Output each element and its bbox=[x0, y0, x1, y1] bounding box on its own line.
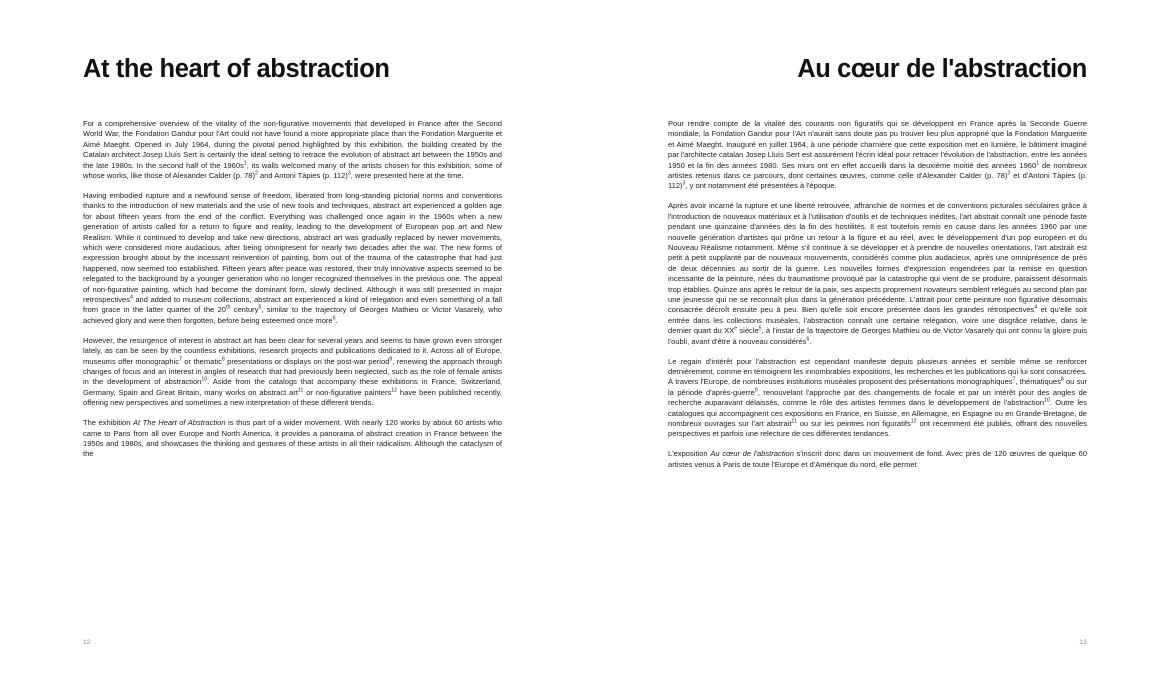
text-column-french bbox=[668, 119, 1087, 470]
paragraph: Après avoir incarné la rupture et une liberté retrouvée, affranchie de normes et de conventions picturales séculaires grâce à l'introduction de nouveaux matériaux et à l'utilisation d'outils et de techniques inédites, l'art abstrait connaît une période faste pendant une quinzaine d'années dès la fin des hostilités. Il est toutefois remis en cause dans les années 1960 par une nouvelle génération d'artistes qui prône un retour à la figure et au réel, avec le développement d'un pop européen et du Nouveau Réalisme notamment. Même s'il continue à se développer et à prendre de nouvelles orientations, l'art abstrait est petit à petit supplanté par de nouveaux mouvements, considérés comme plus audacieux, après une omniprésence de près de deux décennies au sortir de la guerre. Les nouvelles formes d'expression engendrées par la remise en question incessante de la peinture, nées du traumatisme provoqué par la catastrophe qui vient de se produire, paraissent désormais trop établies. Quinze ans après le retour de la paix, ses aspects proprement novateurs semblent relégués au second plan par une jeunesse qui ne se reconnaît plus dans la génération précédente. L'attrait pour cette peinture non figurative désormais consacrée décroît ensuite peu à peu. Bien qu'elle soit encore présentée dans les grandes rétrospectives$^4$ et qu'elle soit entrée dans les collections muséales, l'abstraction connaît une certaine relégation, voire une disgrâce relative, dans le dernier quart du XXe siècle$^5$, à l'instar de la trajectoire de Georges Mathieu ou de Victor Vasarely qui ont connu la gloire puis l'oubli, avant d'être à nouveau considérés$^6$. bbox=[668, 201, 1087, 346]
page-title-french: Au cœur de l'abstraction bbox=[797, 55, 1087, 83]
page-number-right: 13 bbox=[1079, 639, 1087, 646]
paragraph: Pour rendre compte de la vitalité des courants non figuratifs qui se développent en France après la Seconde Guerre mondiale, la Fondation Gandur pour l'Art n'aurait sans doute pas pu trouver lieu plus approprié que la Fondation Marguerite et Aimé Maeght. Inauguré en juillet 1964, à une période charnière que cette exposition met en lumière, le bâtiment imaginé par l'architecte catalan Josep Lluís Sert est assurément l'écrin idéal pour retracer l'évolution de l'abstraction, entre les années 1950 et la fin des années 1980. Ses murs ont en effet accueilli dans la deuxième moitié des années 1960$^1$ de nombreux artistes retenus dans ce parcours, dont certaines œuvres, comme celle d'Alexander Calder (p. 78)$^2$ et d'Antoni Tàpies (p. 112)$^3$, y ont notamment été présentées à l'époque. bbox=[668, 119, 1087, 191]
paragraph: However, the resurgence of interest in abstract art has been clear for several years and seems to have grown even stronger lately, as can be seen by the countless exhibitions, research projects and publications dedicated to it. Across all of Europe, museums offer monographic$^7$ or thematic$^8$ presentations or displays on the post-war period$^9$, renewing the approach through changes of focus and an interest in angles of research that had previously been neglected, such as the role of female artists in the development of abstraction$^{10}$. Aside from the catalogs that accompany these exhibitions in France, Switzerland, Germany, Spain and Great Britain, many works on abstract art$^{11}$ or non-figurative painters$^{12}$ have been published recently, offering new perspectives and sometimes a new interpretation of these different trends. bbox=[83, 335, 502, 408]
page-number-left: 12 bbox=[83, 639, 91, 646]
page-right bbox=[585, 0, 1170, 680]
paragraph: Having embodied rupture and a newfound sense of freedom, liberated from long-standing pictorial norms and conventions thanks to the introduction of new materials and the use of new tools and techniques, abstract art experienced a golden age for about fifteen years from the end of the conflict. Everything was challenged once again in the 1960s when a new generation of artists called for a return to figure and reality, leading to the development of European pop art and New Realism. While it continued to develop and take new directions, abstract art was gradually replaced by newer movements, which were considered more audacious, after being omnipresent for nearly two decades after the war. The new forms of expression brought about by the incessant reinvention of painting, born out of the trauma of the catastrophe that had just happened, now seemed too established. Fifteen years after peace was restored, their truly innovative aspects seemed to be relegated to the background by a younger generation who no longer recognized themselves in the previous one. The appeal of non-figurative painting, which had become the dominant form, slowly declined. Although it was still presented in major retrospectives$^4$ and added to museum collections, abstract art experienced a kind of relegation and even something of a fall from grace in the latter quarter of the 20th century$^5$, similar to the trajectory of Georges Mathieu or Victor Vasarely, who achieved glory and were then forgotten, before being esteemed once more$^6$. bbox=[83, 190, 503, 325]
paragraph: L'exposition Au cœur de l'abstraction s'inscrit donc dans un mouvement de fond. Avec près de 120 œuvres de quelque 60 artistes venus à Paris de toute l'Europe et d'Amérique du nord, elle permet bbox=[668, 449, 1087, 469]
paragraph: The exhibition At The Heart of Abstraction is thus part of a wider movement. With nearly 120 works by about 60 artists who came to Paris from all over Europe and North America, it provides a panorama of abstract creation in France between the 1950s and 1980s, and showcases the thinking and gestures of these artists in all their radicalism. Although the cataclysm of the bbox=[83, 418, 502, 459]
paragraph: Le regain d'intérêt pour l'abstraction est cependant manifeste depuis plusieurs années et semble même se renforcer dernièrement, comme en témoignent les innombrables expositions, les recherches et les publications qui lui sont consacrées. À travers l'Europe, de nombreuses institutions muséales proposent des présentations monographiques$^7$, thématiques$^8$ ou sur la période d'après-guerre$^9$, renouvelant l'approche par des changements de focale et par un intérêt pour des angles de recherche auparavant délaissés, comme le rôle des artistes femmes dans le développement de l'abstraction$^{10}$. Outre les catalogues qui accompagnent ces expositions en France, en Suisse, en Allemagne, en Espagne ou en Grande-Bretagne, de nombreux ouvrages sur l'art abstrait$^{11}$ ou sur les peintres non figuratifs$^{12}$ ont récemment été publiés, offrant des nouvelles perspectives et parfois une relecture de ces différentes tendances. bbox=[668, 356, 1088, 439]
page-title-english: At the heart of abstraction bbox=[83, 55, 390, 83]
paragraph: For a comprehensive overview of the vitality of the non-figurative movements that developed in France after the Second World War, the Fondation Gandur pour l'Art could not have found a more appropriate place than the Fondation Marguerite et Aimé Maeght. Opened in July 1964, during the pivotal period highlighted by this exhibition, the building created by the Catalan architect Josep Lluís Sert is certainly the ideal setting to retrace the evolution of abstract art between the 1950s and the late 1980s. In the second half of the $1960s^1$, its walls welcomed many of the artists chosen for this exhibition, some of whose works, like those of Alexander Calder (p. 78)$^2$ and Antoni Tàpies (p. 112)$^3$, were presented here at the time. bbox=[83, 119, 503, 181]
text-column-english bbox=[83, 119, 502, 460]
